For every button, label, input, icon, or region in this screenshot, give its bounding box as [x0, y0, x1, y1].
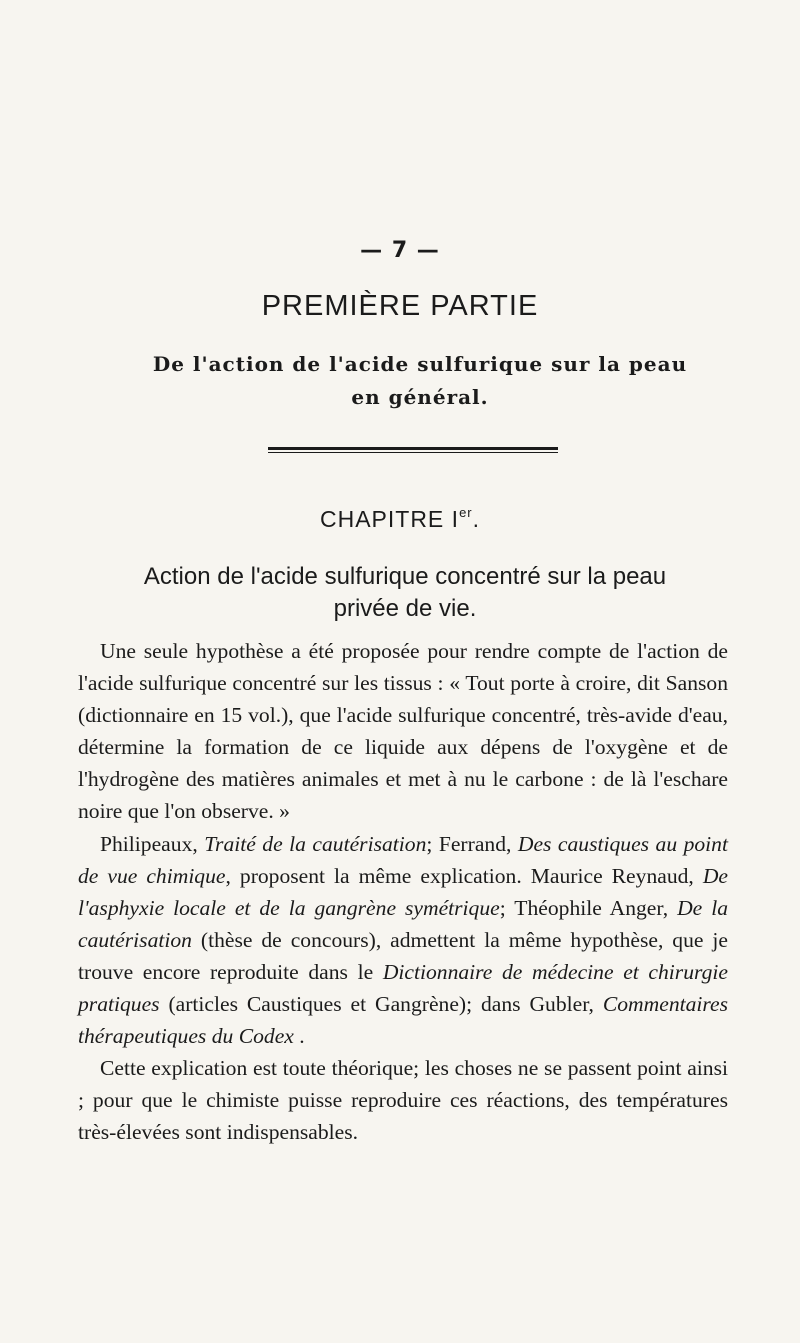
p2-italic-title-5: Dictionnaire de médecine et chirurgie pratiques	[78, 959, 728, 1017]
paragraph-3: Cette explication est toute théorique; les choses ne se passent point ainsi ; pour que le chimiste puisse reproduire ces réactions, des températures très-élevées sont indispensables.	[78, 1056, 728, 1145]
p2-italic-title-6: Commentaires thérapeutiques du Codex	[78, 992, 728, 1049]
chapter-label-superscript: er	[459, 505, 473, 520]
p2-text-7: .	[293, 1024, 305, 1049]
double-rule-bottom	[268, 452, 558, 453]
body-text	[78, 635, 728, 1149]
double-rule-top	[268, 447, 558, 450]
p2-italic-title-2: Des caustiques au point de vue chimique	[78, 831, 728, 888]
p2-text-2: ; Ferrand,	[426, 831, 518, 856]
chapter-label: CHAPITRE I	[319, 506, 460, 532]
p2-italic-title-4: De la cautérisation	[78, 895, 729, 952]
part-subtitle: De l'action de l'acide sulfurique sur la peau en général.	[152, 352, 688, 409]
p2-italic-title-1: Traité de la cautérisation	[204, 831, 427, 856]
p2-text-6: (articles Caustiques et Gangrène); dans Gubler,	[159, 992, 603, 1017]
chapter-heading	[0, 505, 800, 533]
p2-text-5: (thèse de concours), admettent la même hypothèse, que je trouve encore reproduite dans le	[78, 927, 728, 984]
p2-italic-title-3: De l'asphyxie locale et de la gangrène symétrique	[78, 863, 728, 920]
part-title: PREMIÈRE PARTIE	[261, 290, 539, 322]
paragraph-2	[78, 828, 728, 1053]
paragraph-1: Une seule hypothèse a été proposée pour rendre compte de l'action de l'acide sulfurique concentré sur les tissus : « Tout porte à croire, dit Sanson (dictionnaire en 15 vol.), que l'acide sulfurique concentré, très-avide d'eau, détermine la formation de ce liquide aux dépens de l'oxygène et de l'hydrogène des matières animales et met à nu le carbone : de là l'eschare noire que l'on observe. »	[78, 639, 728, 824]
p2-text-4: ; Théophile Anger,	[499, 895, 678, 920]
page-number: — 7 —	[360, 238, 440, 263]
p2-text-1: Philipeaux,	[100, 831, 205, 856]
chapter-label-period: .	[472, 506, 481, 532]
p2-text-3: , proposent la même explication. Maurice Reynaud,	[225, 863, 703, 888]
chapter-title: Action de l'acide sulfurique concentré sur la peau privée de vie.	[143, 563, 667, 622]
